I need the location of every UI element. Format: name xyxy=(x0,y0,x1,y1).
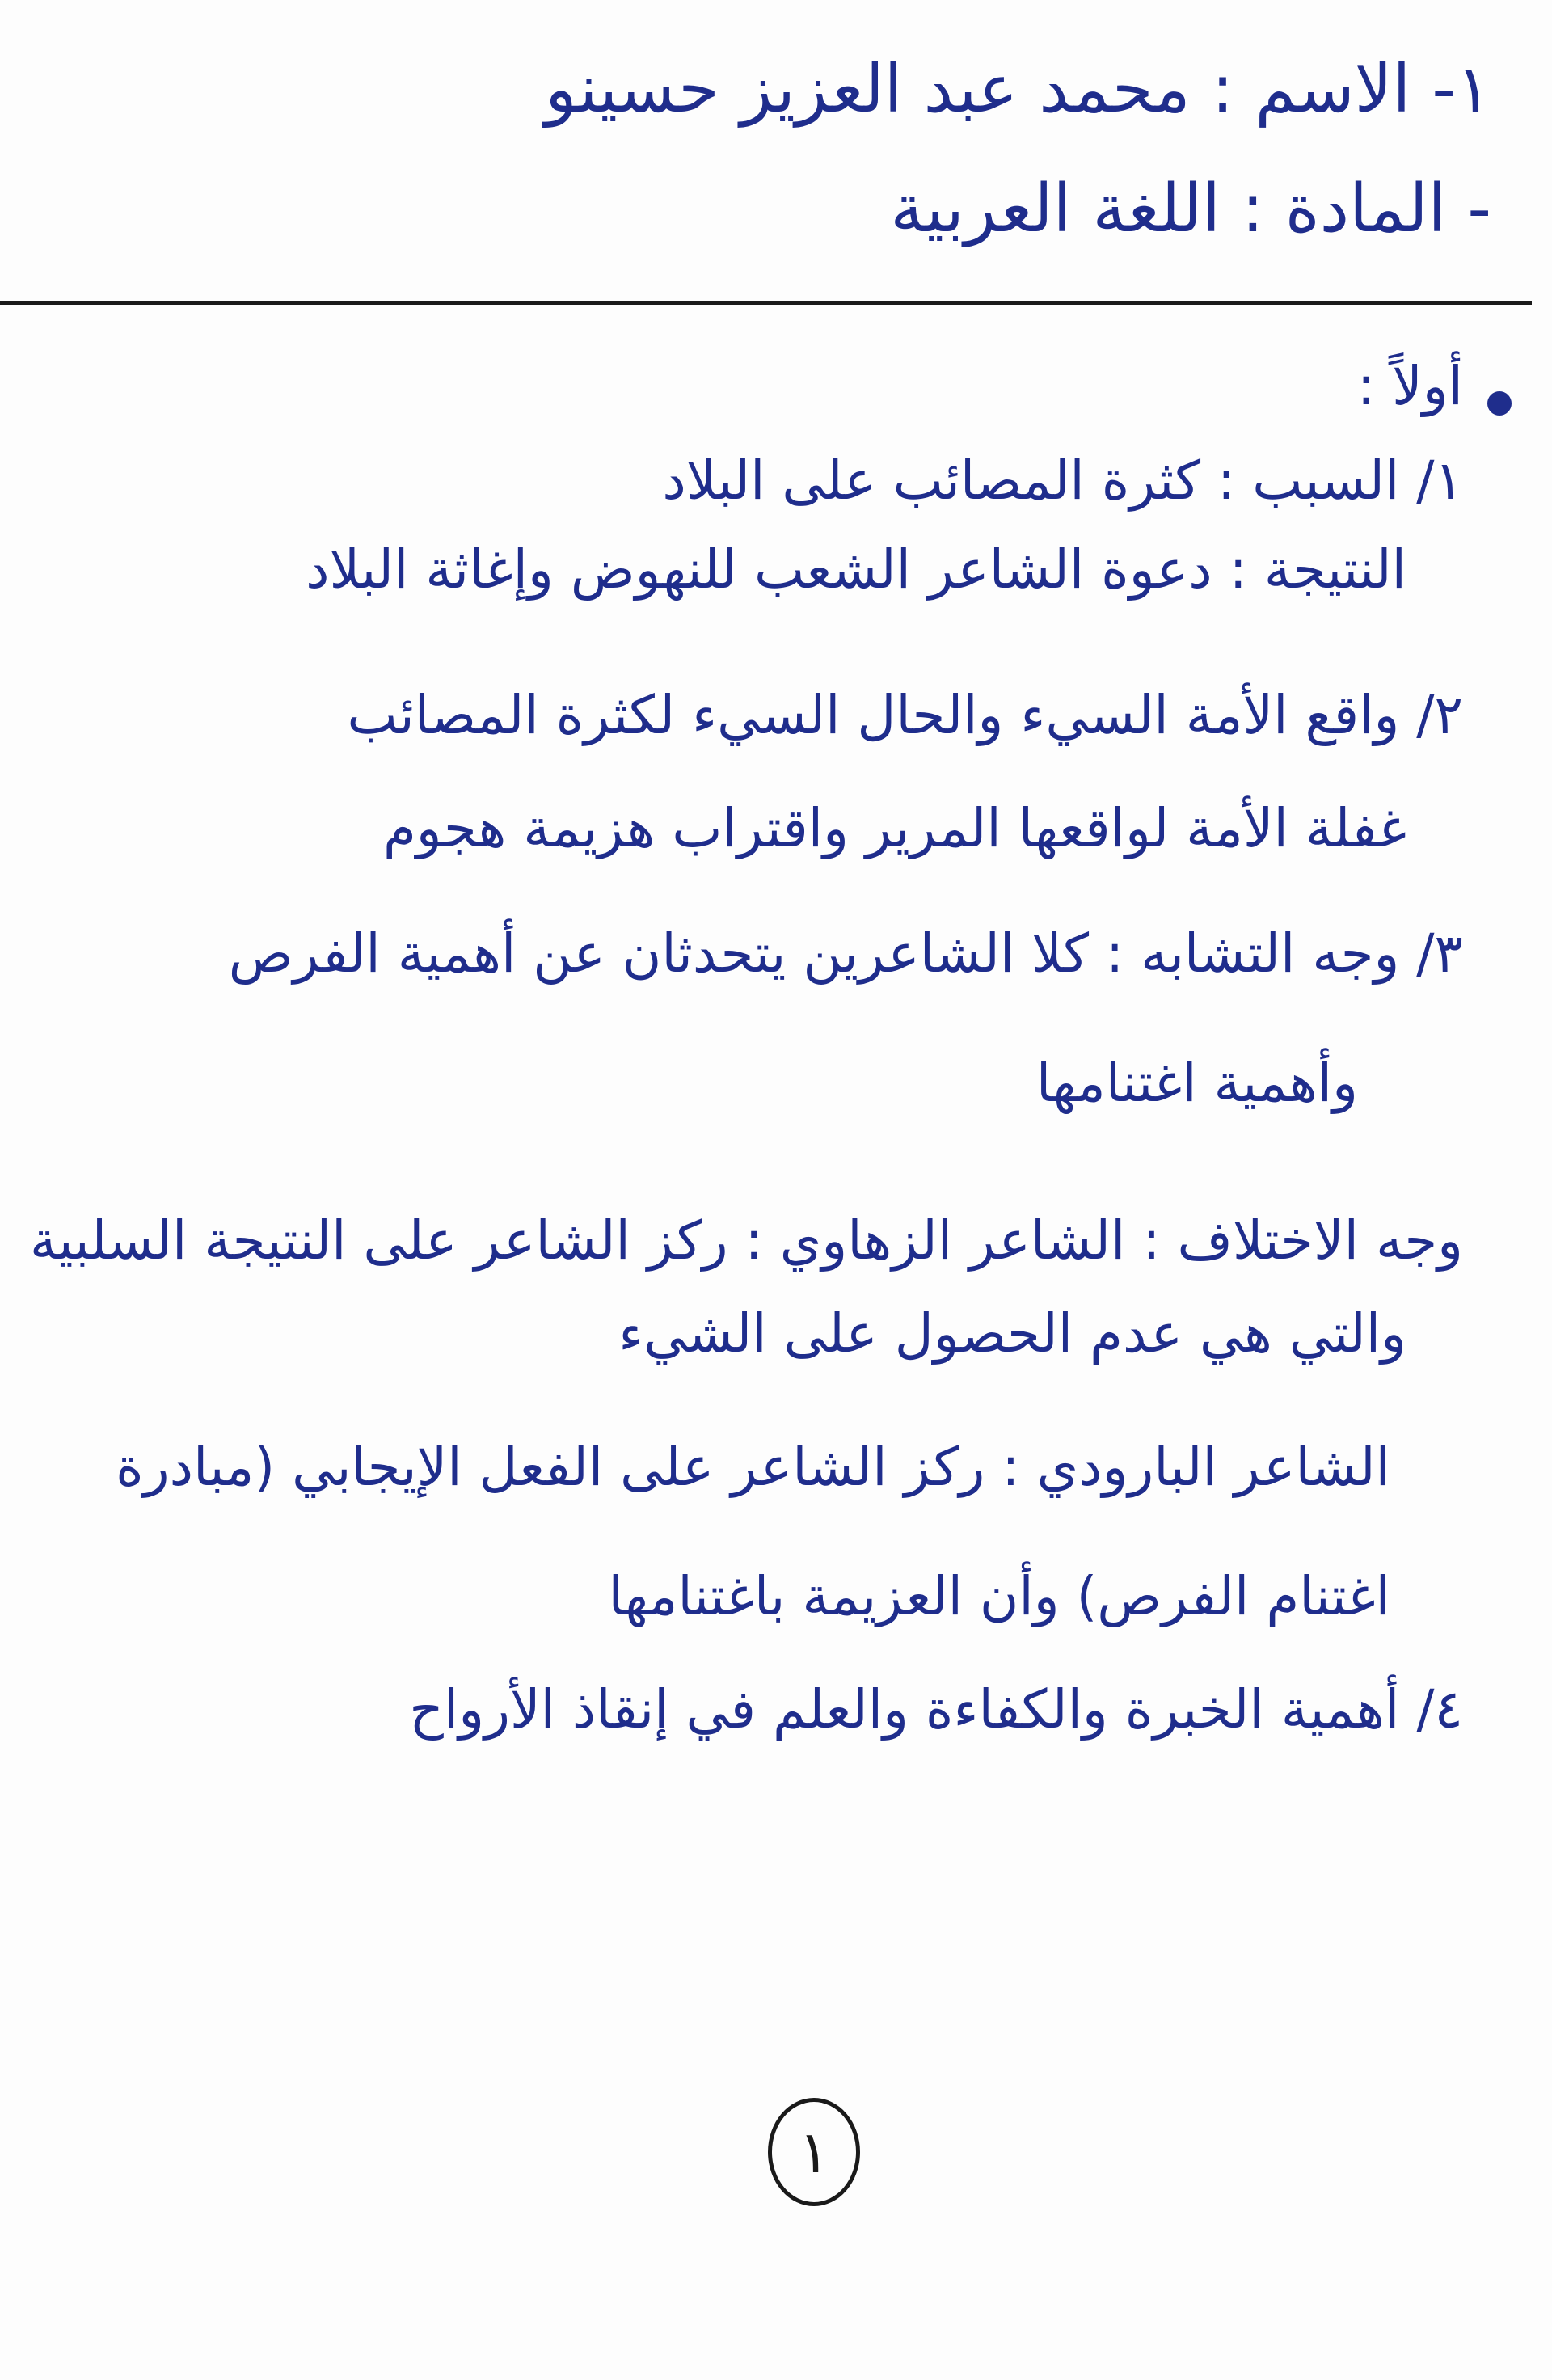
answer-3-difference-cont: والتي هي عدم الحصول على الشيء xyxy=(618,1302,1406,1365)
bullet-dot-icon xyxy=(1487,391,1512,416)
name-line: ١- الاسم : محمد عبد العزيز حسينو xyxy=(545,51,1491,128)
answer-3-similarity-cont: وأهمية اغتنامها xyxy=(1035,1052,1358,1114)
page-number-circle xyxy=(768,2098,860,2206)
answer-2-line-2: غفلة الأمة لواقعها المرير واقتراب هزيمة هجوم xyxy=(382,797,1406,859)
header-divider xyxy=(0,301,1532,305)
answer-1-cause: ١/ السبب : كثرة المصائب على البلاد xyxy=(662,449,1463,512)
answer-3-barudi-cont: اغتنام الفرص) وأن العزيمة باغتنامها xyxy=(608,1565,1390,1627)
page-number: ١ xyxy=(798,2118,830,2186)
answer-3-difference: وجه الاختلاف : الشاعر الزهاوي : ركز الشاعر على النتيجة السلبية xyxy=(29,1209,1463,1272)
subject-line: - المادة : اللغة العربية xyxy=(890,171,1491,247)
section-heading: أولاً : xyxy=(1356,355,1463,417)
answer-3-barudi: الشاعر البارودي : ركز الشاعر على الفعل الإيجابي (مبادرة xyxy=(116,1436,1390,1498)
answer-2-line-1: ٢/ واقع الأمة السيء والحال السيء لكثرة المصائب xyxy=(347,684,1463,746)
answer-3-similarity: ٣/ وجه التشابه : كلا الشاعرين يتحدثان عن أهمية الفرص xyxy=(228,922,1463,985)
answer-4: ٤/ أهمية الخبرة والكفاءة والعلم في إنقاذ الأرواح xyxy=(409,1678,1463,1741)
answer-1-result: النتيجة : دعوة الشاعر الشعب للنهوض وإغاثة البلاد xyxy=(306,538,1406,601)
